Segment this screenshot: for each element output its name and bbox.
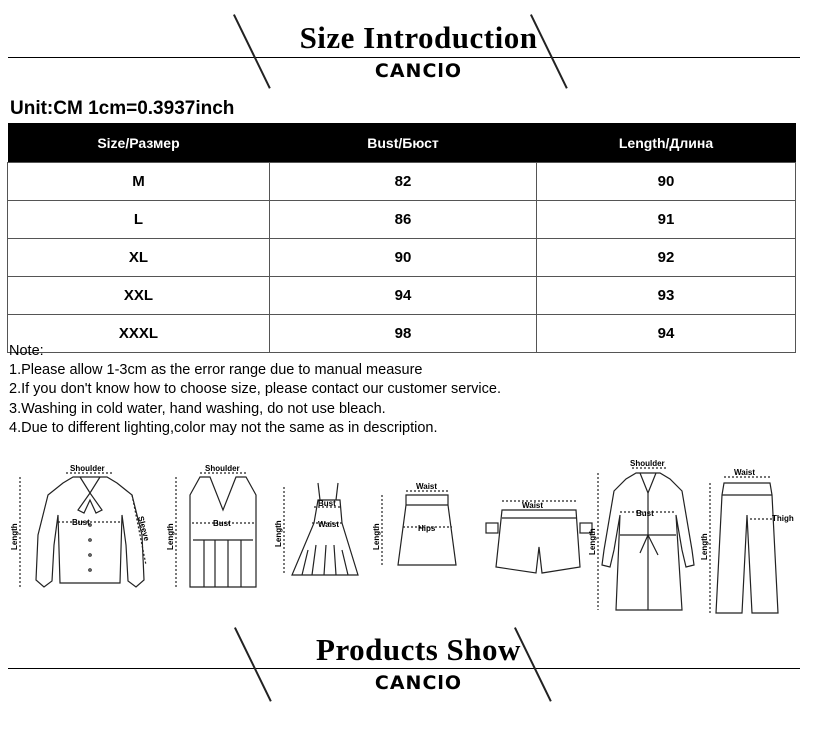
brand-logo: CANClO	[374, 672, 463, 694]
cell-bust: 86	[270, 201, 537, 239]
table-row	[8, 277, 796, 315]
note-item: 3.Washing in cold water, hand washing, do not use bleach.	[9, 400, 386, 417]
vest-illustration	[166, 464, 256, 587]
cell-bust: 94	[270, 277, 537, 315]
label-waist: Waist	[318, 520, 340, 529]
label-bust: Bust	[72, 518, 90, 527]
dress-illustration	[274, 483, 358, 575]
cell-bust: 90	[270, 239, 537, 277]
size-table-header	[8, 123, 796, 163]
label-length: Length	[10, 523, 19, 550]
cell-length: 91	[537, 201, 796, 239]
label-sleeve: Sleeve	[136, 515, 152, 543]
size-intro-title: Size Introduction	[299, 20, 538, 55]
label-shoulder: Shoulder	[70, 464, 105, 473]
note-item: 4.Due to different lighting,color may not the same as in description.	[9, 419, 438, 436]
label-bust: Bust	[318, 499, 336, 508]
brand-logo: CANClO	[374, 60, 463, 82]
label-thigh: Thigh	[772, 514, 794, 523]
label-waist: Waist	[734, 468, 756, 477]
cell-size: XL	[8, 239, 270, 277]
skirt-illustration	[372, 482, 456, 565]
blouse-illustration	[10, 464, 151, 587]
label-length: Length	[700, 533, 709, 560]
label-hips: Hips	[418, 524, 436, 533]
coat-dress-illustration	[588, 459, 694, 610]
label-length: Length	[274, 520, 283, 547]
products-show-title: Products Show	[316, 632, 521, 667]
label-bust: Bust	[213, 519, 231, 528]
products-rule	[8, 668, 800, 669]
cell-size: M	[8, 163, 270, 201]
label-waist: Waist	[416, 482, 438, 491]
unit-line: Unit:CM 1cm=0.3937inch	[10, 98, 235, 119]
label-length: Length	[588, 528, 597, 555]
table-row	[8, 239, 796, 277]
cell-length: 93	[537, 277, 796, 315]
table-row	[8, 201, 796, 239]
notes-heading: Note:	[9, 343, 44, 359]
header-rule	[8, 57, 800, 58]
notes-block	[9, 342, 501, 438]
cell-length: 92	[537, 239, 796, 277]
label-bust: Bust	[636, 509, 654, 518]
header-bust: Bust/Бюст	[270, 123, 537, 163]
measurement-illustrations	[8, 455, 808, 620]
cell-bust: 82	[270, 163, 537, 201]
note-item: 2.If you don't know how to choose size, please contact our customer service.	[9, 381, 501, 398]
cell-size: XXL	[8, 277, 270, 315]
cell-size: L	[8, 201, 270, 239]
header-length: Length/Длина	[537, 123, 796, 163]
pants-illustration	[700, 468, 794, 613]
table-row	[8, 163, 796, 201]
label-length: Length	[166, 523, 175, 550]
label-length: Length	[372, 523, 381, 550]
label-waist: Waist	[522, 501, 544, 510]
cell-length: 94	[537, 315, 796, 353]
label-shoulder: Shoulder	[630, 459, 665, 468]
shorts-illustration	[486, 501, 592, 573]
cell-size: XXXL	[8, 315, 270, 353]
label-shoulder: Shoulder	[205, 464, 240, 473]
note-item: 1.Please allow 1-3cm as the error range due to manual measure	[9, 362, 423, 379]
cell-bust: 98	[270, 315, 537, 353]
header-size: Size/Размер	[8, 123, 270, 163]
size-table	[7, 123, 796, 353]
cell-length: 90	[537, 163, 796, 201]
